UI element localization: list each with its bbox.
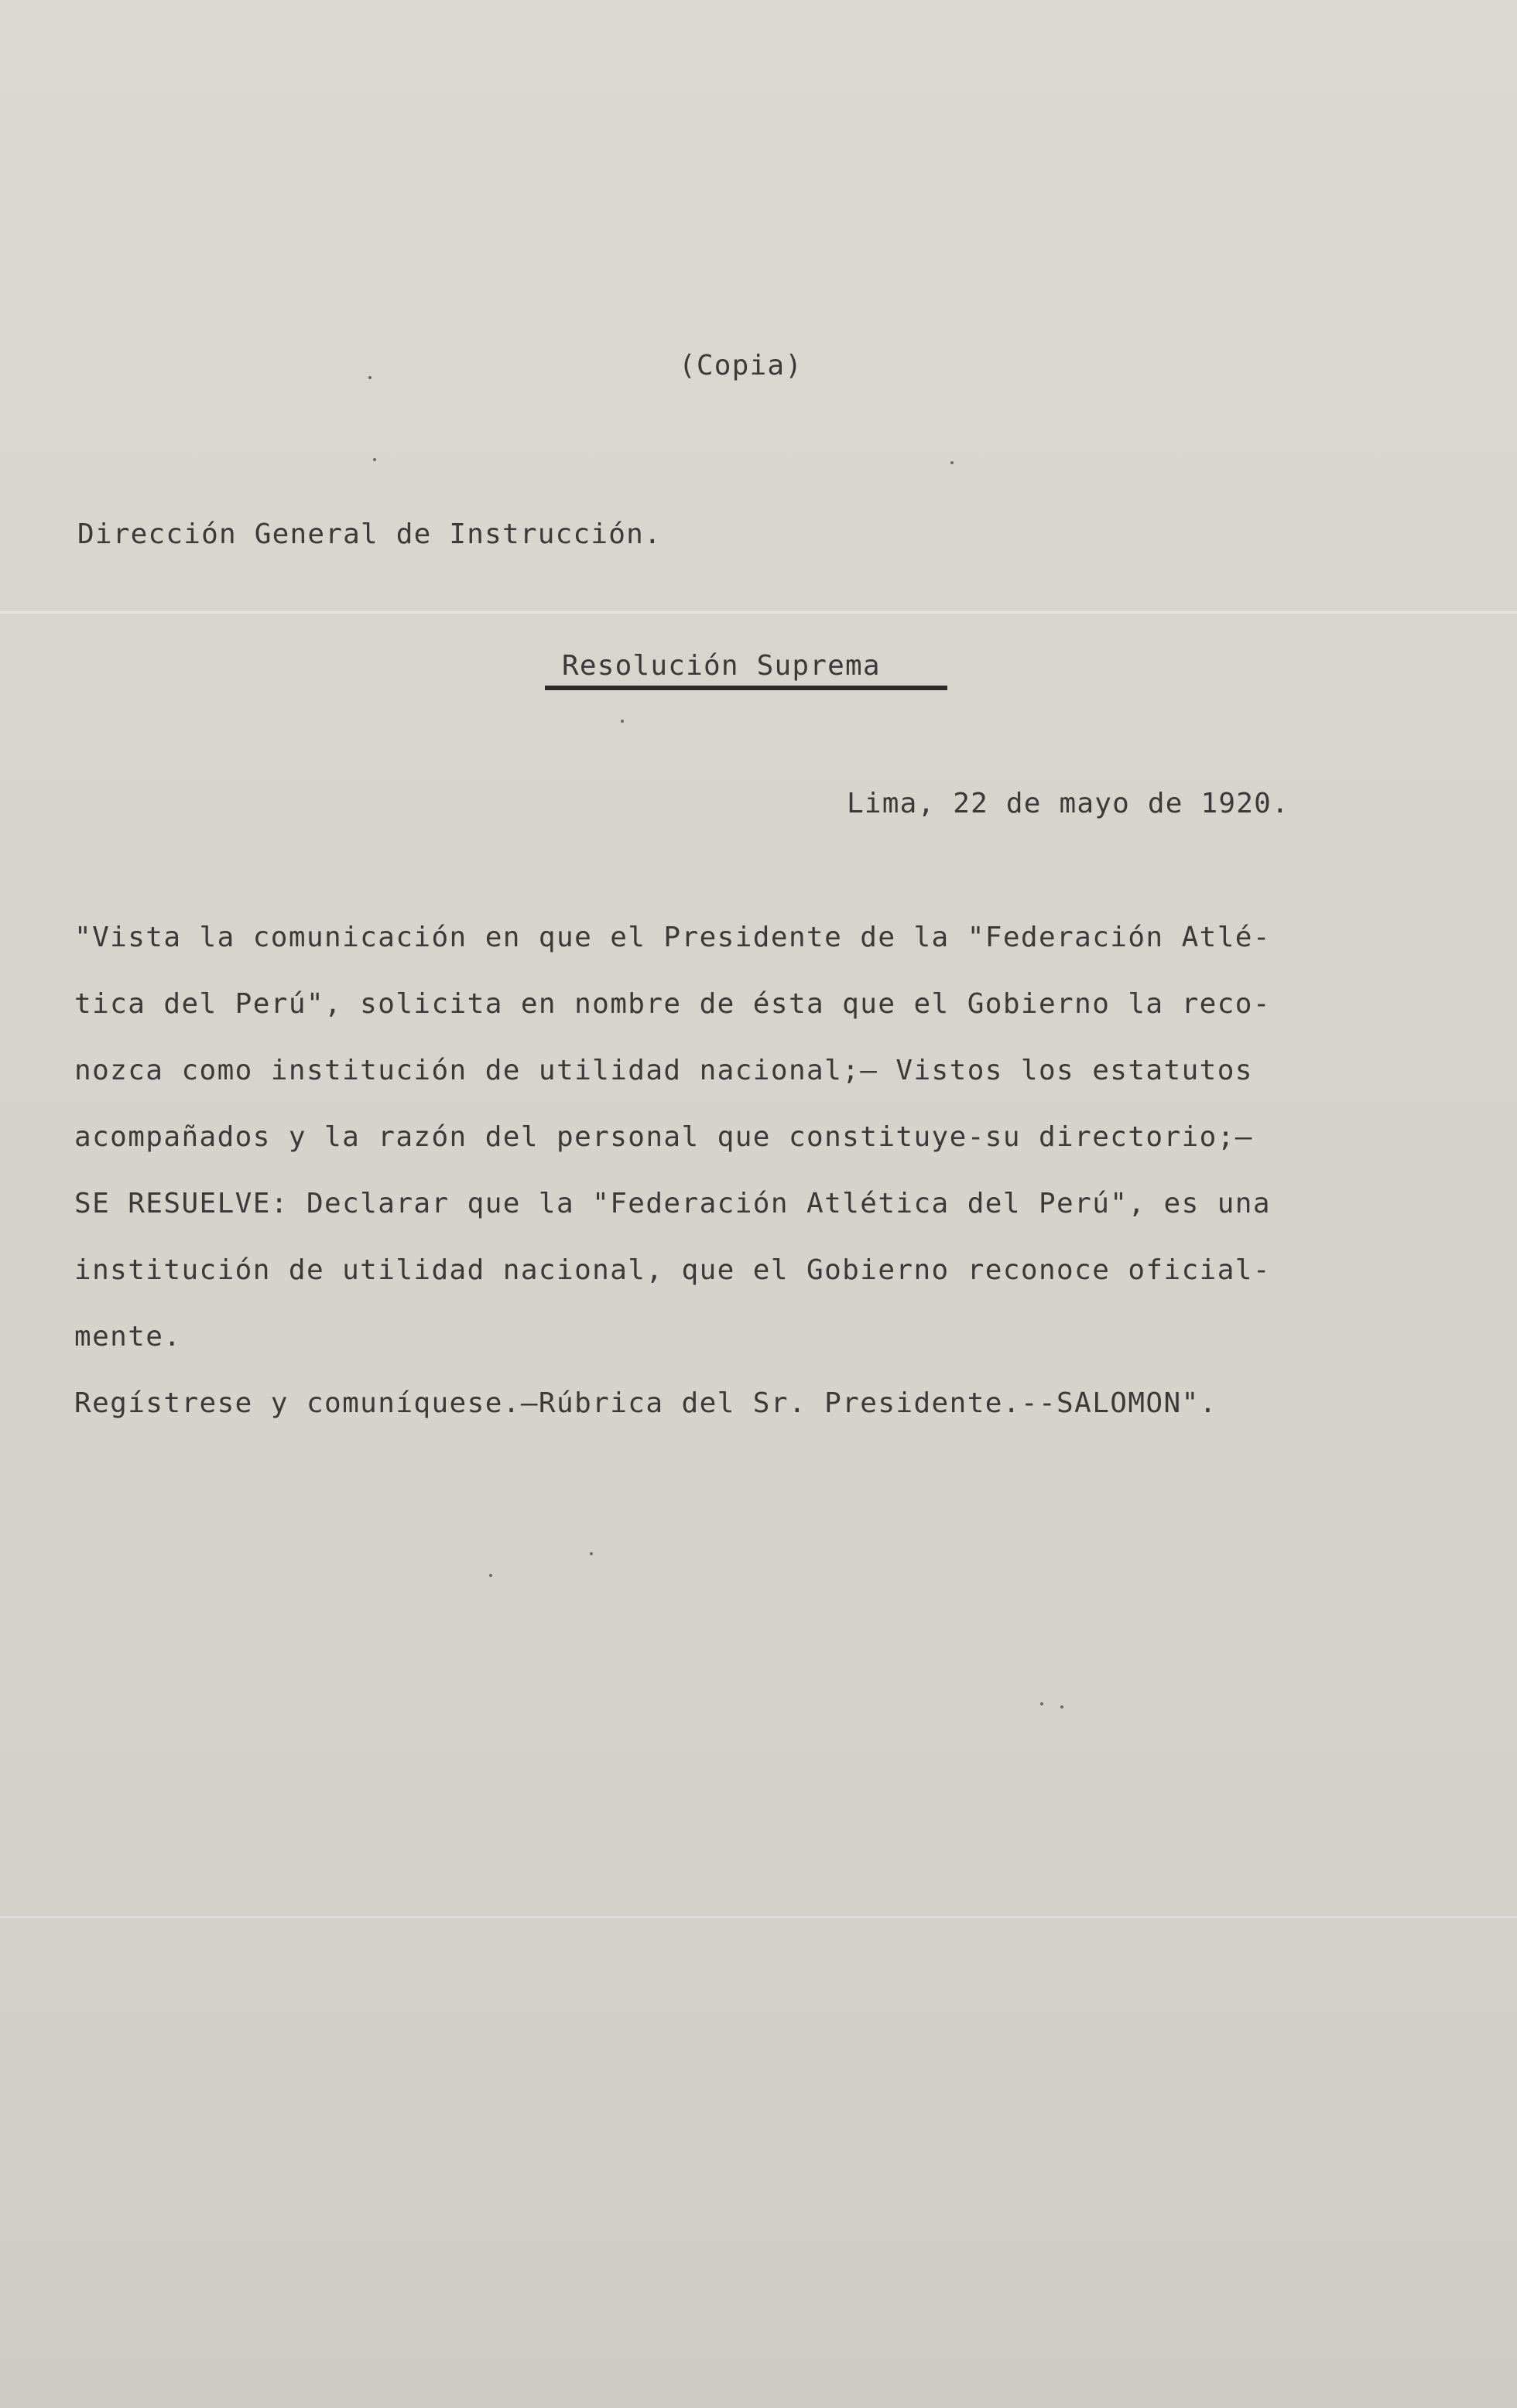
paper-fold-line [0, 1916, 1517, 1918]
paper-speck [489, 1574, 492, 1577]
body-line: "Vista la comunicación en que el Presidente de la "Federación Atlé- [74, 922, 1271, 953]
department-name: Dirección General de Instrucción. [77, 518, 662, 550]
body-line: nozca como institución de utilidad nacional;— Vistos los estatutos [74, 1055, 1253, 1086]
body-line: acompañados y la razón del personal que constituye-su directorio;— [74, 1121, 1253, 1153]
paper-fold-line [0, 611, 1517, 614]
paper-speck [621, 720, 624, 723]
paper-speck [1060, 1705, 1063, 1709]
paper-speck [950, 461, 954, 464]
body-line: SE RESUELVE: Declarar que la "Federación Atlética del Perú", es una [74, 1188, 1271, 1219]
paper-speck [368, 376, 372, 379]
paper-speck [373, 458, 376, 461]
document-heading: Resolución Suprema [562, 650, 881, 682]
paper-speck [1040, 1702, 1043, 1705]
heading-underline [545, 686, 947, 690]
copy-mark: (Copia) [679, 350, 803, 381]
body-line: Regístrese y comuníquese.—Rúbrica del Sr. Presidente.--SALOMON". [74, 1387, 1217, 1419]
place-date: Lima, 22 de mayo de 1920. [847, 788, 1289, 819]
resolution-body [74, 921, 1437, 1453]
body-line: mente. [74, 1321, 182, 1353]
body-line: tica del Perú", solicita en nombre de ésta que el Gobierno la reco- [74, 988, 1271, 1020]
body-line: institución de utilidad nacional, que el Gobierno reconoce oficial- [74, 1254, 1271, 1286]
paper-speck [590, 1552, 593, 1555]
